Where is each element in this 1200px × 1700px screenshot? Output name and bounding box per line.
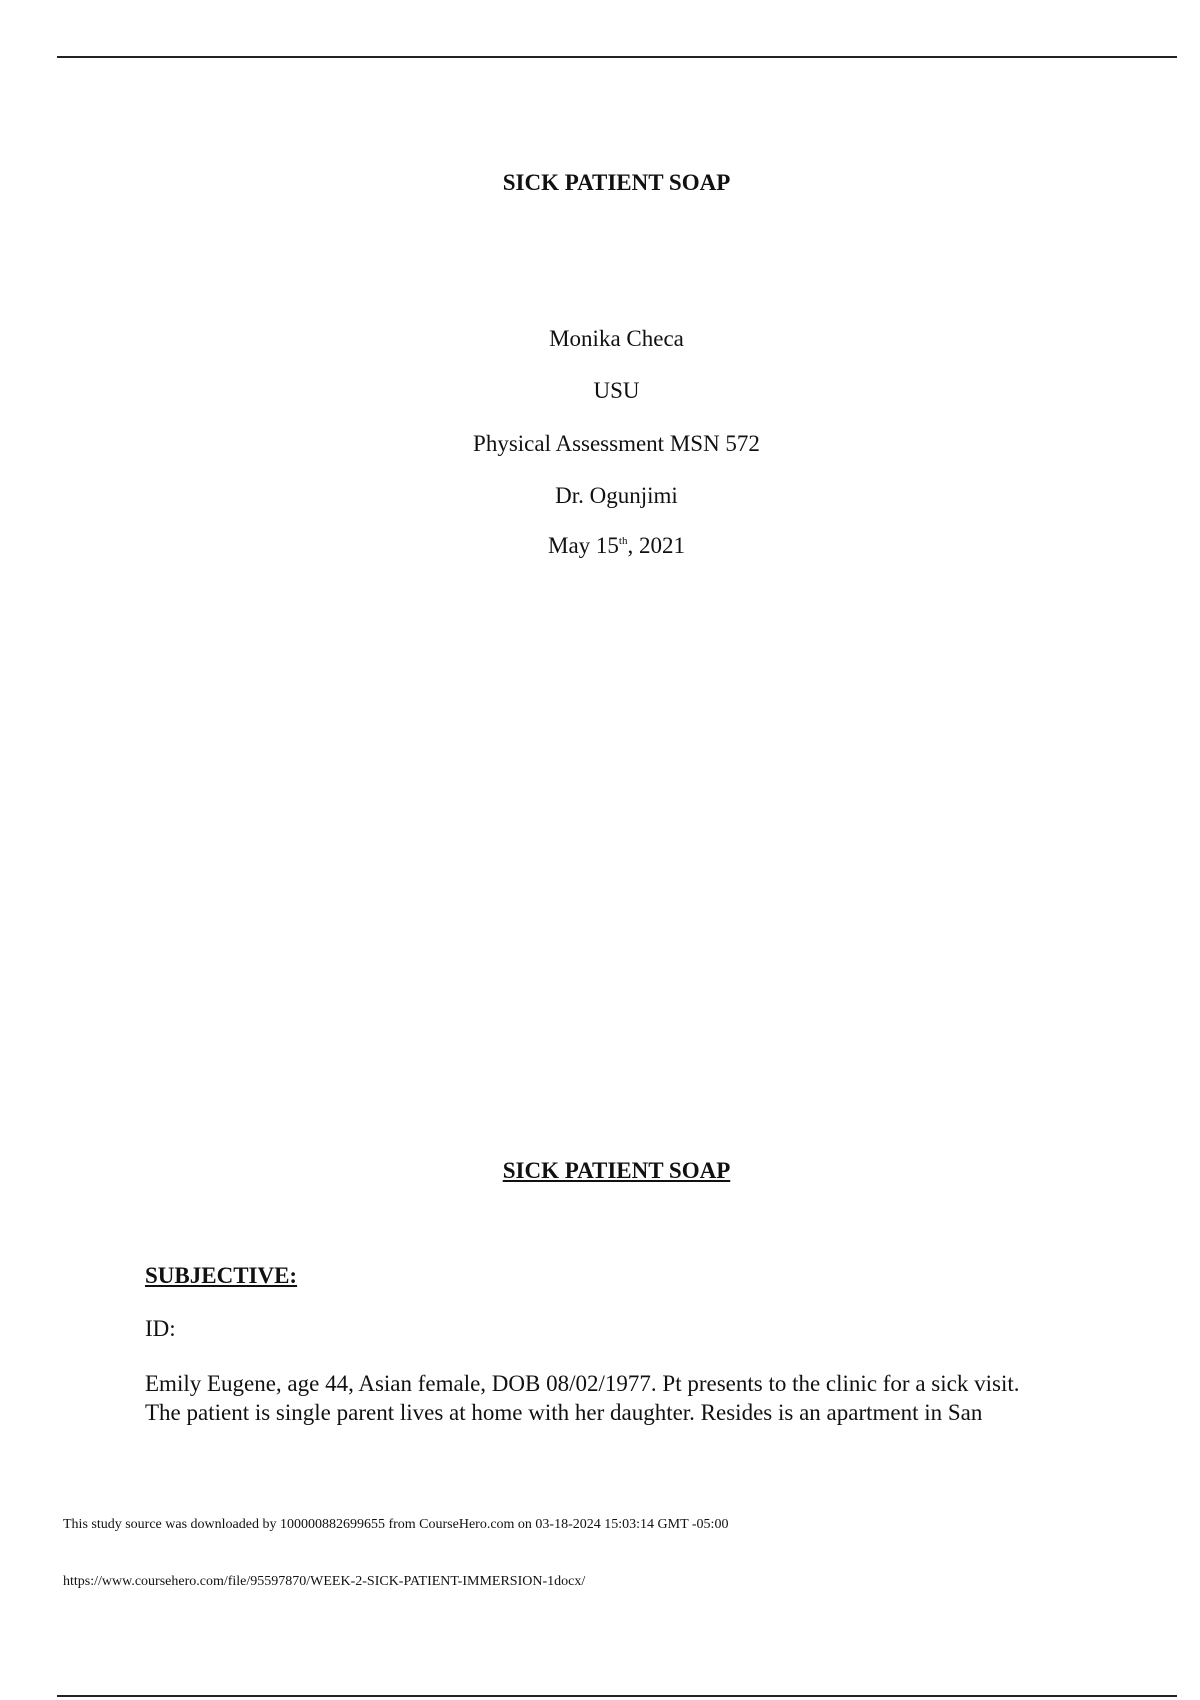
id-label: ID: [145, 1316, 176, 1341]
bottom-divider [57, 1695, 1177, 1697]
submission-date [0, 533, 1200, 559]
source-url[interactable]: https://www.coursehero.com/file/95597870/WEEK-2-SICK-PATIENT-IMMERSION-1docx/ [63, 1574, 586, 1589]
institution: USU [593, 378, 640, 403]
soap-title: SICK PATIENT SOAP [502, 1158, 731, 1183]
instructor-name: Dr. Ogunjimi [555, 483, 678, 508]
top-divider [57, 56, 1177, 58]
subjective-heading: SUBJECTIVE: [145, 1263, 298, 1288]
course-name: Physical Assessment MSN 572 [473, 431, 760, 456]
date-year: , 2021 [627, 533, 685, 558]
paragraph-line-2: The patient is single parent lives at home with her daughter. Resides is an apartment in San [145, 1400, 983, 1425]
author-name: Monika Checa [549, 326, 684, 351]
cover-title: SICK PATIENT SOAP [502, 170, 731, 195]
date-ordinal: th [618, 535, 628, 547]
paragraph-line-1: Emily Eugene, age 44, Asian female, DOB 08/02/1977. Pt presents to the clinic for a sick visit. [145, 1371, 1020, 1396]
download-note: This study source was downloaded by 100000882699655 from CourseHero.com on 03-18-2024 15:03:14 GMT -05:00 [63, 1517, 729, 1532]
patient-id-paragraph [145, 1369, 1105, 1427]
date-month-day: May 15 [548, 533, 619, 558]
